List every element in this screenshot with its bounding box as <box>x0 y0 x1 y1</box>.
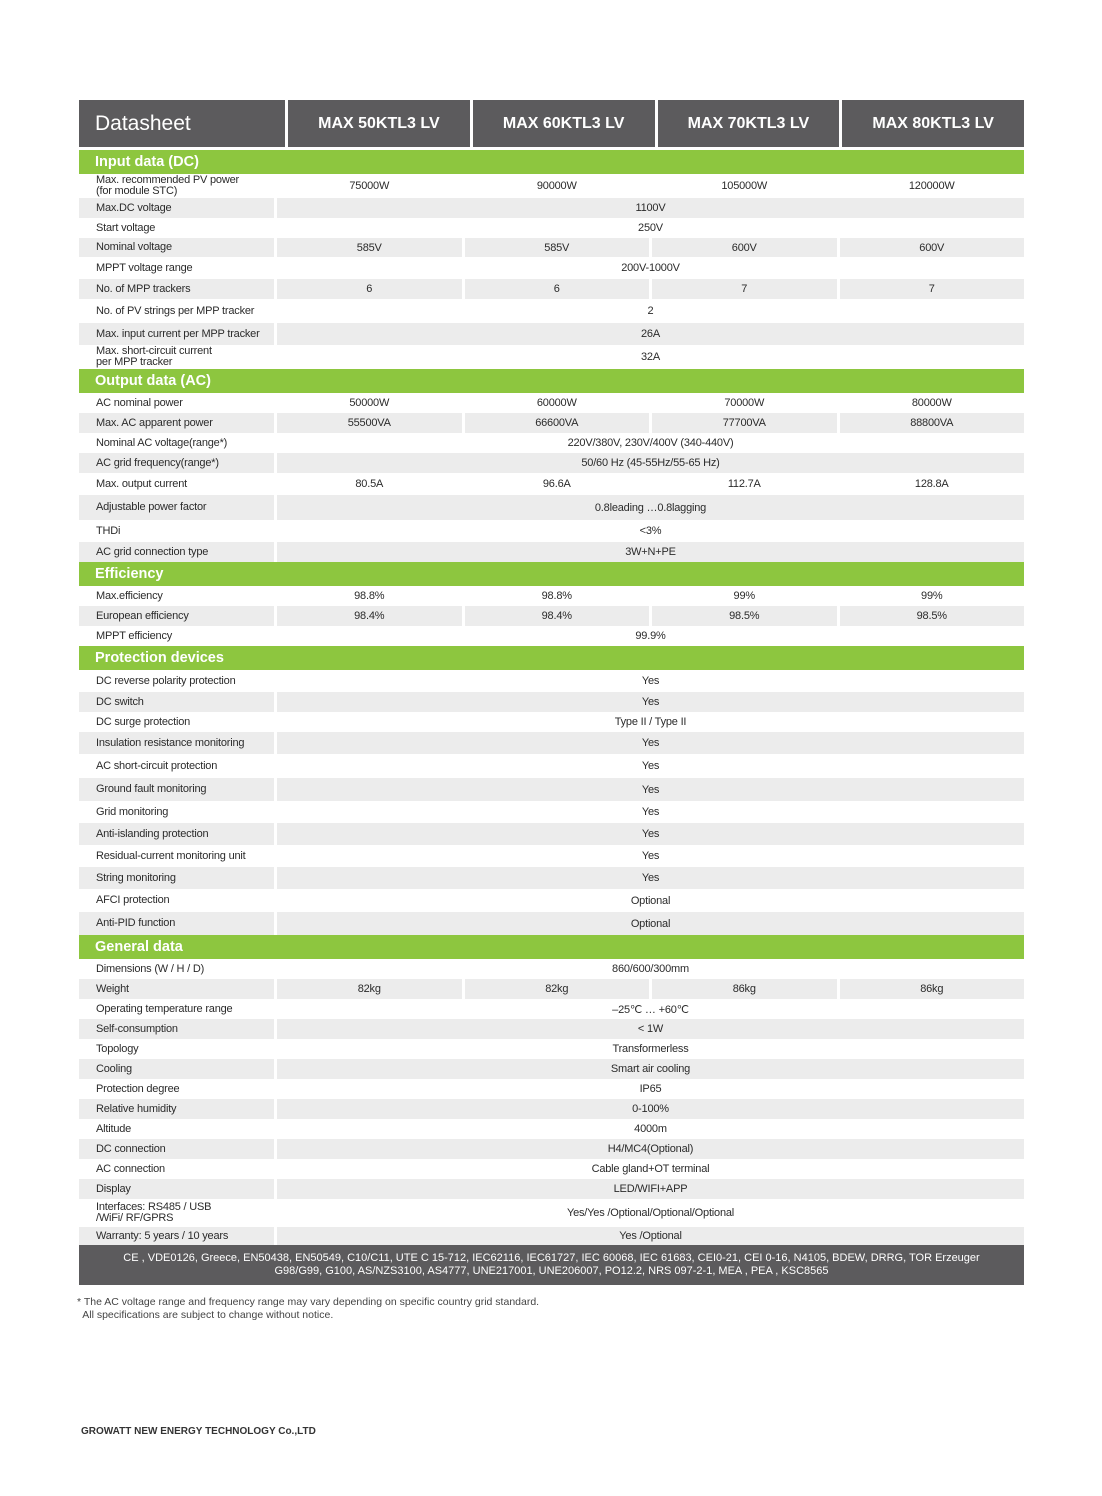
row-label: Cooling <box>79 1059 274 1079</box>
row-value: 99% <box>733 590 755 602</box>
table-row <box>79 495 1024 520</box>
table-header <box>79 100 1024 147</box>
row-value: 98.4% <box>465 606 650 626</box>
row-label: Max.DC voltage <box>79 198 274 218</box>
model-header-1: MAX 50KTL3 LV <box>288 100 470 147</box>
row-label: Max.efficiency <box>96 589 163 602</box>
row-value: 2 <box>647 305 654 317</box>
row-label: Anti-islanding protection <box>79 823 274 845</box>
table-row <box>79 520 1024 542</box>
row-value: Yes <box>277 867 1024 889</box>
table-row <box>79 586 1024 606</box>
table-row <box>79 692 1024 712</box>
footnote-line-1: * The AC voltage range and frequency range may vary depending on specific country grid standard. <box>77 1296 540 1308</box>
row-value: Cable gland+OT terminal <box>591 1163 710 1175</box>
row-value: 80.5A <box>355 478 384 490</box>
row-label: AC short-circuit protection <box>96 759 218 772</box>
row-value: 600V <box>840 238 1025 257</box>
row-value: 1100V <box>277 198 1024 218</box>
row-value: 86kg <box>652 979 837 999</box>
footnotes <box>77 1296 539 1322</box>
row-label: Protection degree <box>96 1082 180 1095</box>
row-label: Warranty: 5 years / 10 years <box>79 1227 274 1245</box>
row-value: –25℃ … +60℃ <box>612 1003 689 1016</box>
table-row <box>79 732 1024 754</box>
table-row <box>79 754 1024 778</box>
table-row <box>79 1039 1024 1059</box>
row-value: 600V <box>652 238 837 257</box>
row-label: No. of MPP trackers <box>79 279 274 299</box>
model-header-3: MAX 70KTL3 LV <box>658 100 840 147</box>
row-label: Insulation resistance monitoring <box>79 732 274 754</box>
table-row <box>79 778 1024 801</box>
table-row <box>79 712 1024 732</box>
row-value: Yes /Optional <box>277 1227 1024 1245</box>
table-row <box>79 1139 1024 1159</box>
row-value: 99% <box>921 590 943 602</box>
row-label: Dimensions (W / H / D) <box>96 962 205 975</box>
row-label: DC surge protection <box>96 715 191 728</box>
datasheet-title: Datasheet <box>79 100 285 147</box>
row-label: MPPT voltage range <box>96 261 193 274</box>
row-value: 128.8A <box>914 478 949 490</box>
row-label: Nominal AC voltage(range*) <box>96 436 228 449</box>
footnote-line-2: All specifications are subject to change without notice. <box>77 1309 334 1321</box>
row-value: Yes <box>641 806 660 818</box>
table-row <box>79 1019 1024 1039</box>
row-label: String monitoring <box>79 867 274 889</box>
row-value: 90000W <box>536 180 577 192</box>
table-row <box>79 1179 1024 1199</box>
row-value: IP65 <box>639 1083 662 1095</box>
row-value: Yes <box>641 850 660 862</box>
table-row <box>79 1119 1024 1139</box>
row-value: 98.8% <box>541 590 572 602</box>
row-value: 82kg <box>277 979 462 999</box>
row-label: Interfaces: RS485 / USB /WiFi/ RF/GPRS <box>96 1201 212 1224</box>
row-value: 50000W <box>349 397 390 409</box>
row-label: THDi <box>96 524 121 537</box>
row-value: Yes <box>277 692 1024 712</box>
table-row <box>79 413 1024 433</box>
row-label: Altitude <box>96 1122 132 1135</box>
row-value: 6 <box>465 279 650 299</box>
row-value: 585V <box>465 238 650 257</box>
row-value: 98.5% <box>652 606 837 626</box>
row-label: European efficiency <box>79 606 274 626</box>
table-body <box>79 150 1024 1245</box>
table-row <box>79 198 1024 218</box>
row-value: 98.5% <box>840 606 1025 626</box>
row-value: Yes <box>277 732 1024 754</box>
row-value: 585V <box>277 238 462 257</box>
table-row <box>79 433 1024 453</box>
table-row <box>79 606 1024 626</box>
certifications-bar <box>79 1245 1024 1285</box>
table-row <box>79 845 1024 867</box>
row-value: 6 <box>277 279 462 299</box>
table-row <box>79 238 1024 257</box>
table-row <box>79 1159 1024 1179</box>
table-row <box>79 542 1024 562</box>
row-label: Relative humidity <box>79 1099 274 1119</box>
row-value: 66600VA <box>465 413 650 433</box>
table-row <box>79 889 1024 912</box>
table-row <box>79 999 1024 1019</box>
row-value: 7 <box>840 279 1025 299</box>
section-header: Efficiency <box>79 562 1024 586</box>
row-label: MPPT efficiency <box>96 629 173 642</box>
row-value: 120000W <box>908 180 955 192</box>
row-value: Type II / Type II <box>614 716 687 728</box>
row-label: Max. input current per MPP tracker <box>79 323 274 345</box>
row-value: 55500VA <box>277 413 462 433</box>
section-header: General data <box>79 935 1024 959</box>
table-row <box>79 823 1024 845</box>
table-row <box>79 1079 1024 1099</box>
row-value: H4/MC4(Optional) <box>277 1139 1024 1159</box>
row-value: 26A <box>277 323 1024 345</box>
row-value: 4000m <box>634 1123 667 1135</box>
row-label: Display <box>79 1179 274 1199</box>
row-value: 98.4% <box>277 606 462 626</box>
certifications-line-2: G98/G99, G100, AS/NZS3100, AS4777, UNE217001, UNE206007, PO12.2, NRS 097-2-1, MEA , PEA , KSC8565 <box>274 1265 829 1277</box>
row-label: Max. output current <box>96 477 187 490</box>
table-row <box>79 670 1024 692</box>
section-header: Output data (AC) <box>79 369 1024 393</box>
row-value: 77700VA <box>652 413 837 433</box>
table-row <box>79 218 1024 238</box>
row-value: 112.7A <box>727 478 761 490</box>
row-value: 32A <box>641 351 660 363</box>
row-value: 96.6A <box>542 478 571 490</box>
row-value: 98.8% <box>354 590 385 602</box>
row-value: 82kg <box>465 979 650 999</box>
row-value: 3W+N+PE <box>277 542 1024 562</box>
row-label: Max. short-circuit current per MPP tracker <box>96 345 212 368</box>
company-name: GROWATT NEW ENERGY TECHNOLOGY Co.,LTD <box>81 1426 316 1437</box>
row-value: 105000W <box>721 180 768 192</box>
row-value: 0-100% <box>277 1099 1024 1119</box>
row-value: 50/60 Hz (45-55Hz/55-65 Hz) <box>277 453 1024 473</box>
row-label: Residual-current monitoring unit <box>96 849 246 862</box>
section-header: Protection devices <box>79 646 1024 670</box>
row-value: 99.9% <box>635 630 666 642</box>
row-label: AC grid frequency(range*) <box>79 453 274 473</box>
table-row <box>79 174 1024 198</box>
table-row <box>79 453 1024 473</box>
row-label: Anti-PID function <box>79 912 274 935</box>
row-value: Yes/Yes /Optional/Optional/Optional <box>566 1207 735 1219</box>
row-label: Self-consumption <box>79 1019 274 1039</box>
row-label: Operating temperature range <box>96 1002 233 1015</box>
row-value: 220V/380V, 230V/400V (340-440V) <box>567 437 734 449</box>
model-header-2: MAX 60KTL3 LV <box>473 100 655 147</box>
row-value: 80000W <box>911 397 952 409</box>
table-row <box>79 912 1024 935</box>
table-row <box>79 299 1024 323</box>
row-value: Transformerless <box>612 1043 689 1055</box>
row-label: Grid monitoring <box>96 805 169 818</box>
row-value: 86kg <box>840 979 1025 999</box>
row-value: Yes <box>641 675 660 687</box>
row-value: 60000W <box>536 397 577 409</box>
row-value: 860/600/300mm <box>612 963 689 975</box>
table-row <box>79 345 1024 369</box>
table-row <box>79 801 1024 823</box>
row-value: Yes <box>641 760 660 772</box>
table-row <box>79 1227 1024 1245</box>
certifications-line-1: CE , VDE0126, Greece, EN50438, EN50549, C10/C11, UTE C 15-712, IEC62116, IEC61727, IEC 60068, IEC 61683, CEI0-21, CEI 0-16, N4105, BDEW, DRRG, TOR Erzeuger <box>123 1252 980 1264</box>
row-label: AC grid connection type <box>79 542 274 562</box>
table-row <box>79 473 1024 495</box>
section-header: Input data (DC) <box>79 150 1024 174</box>
table-row <box>79 279 1024 299</box>
table-row <box>79 959 1024 979</box>
row-value: 7 <box>652 279 837 299</box>
row-label: Ground fault monitoring <box>79 778 274 801</box>
row-value: Optional <box>277 912 1024 935</box>
row-value: 0.8leading …0.8lagging <box>277 495 1024 520</box>
table-row <box>79 323 1024 345</box>
table-row <box>79 393 1024 413</box>
row-value: <3% <box>639 525 662 537</box>
row-value: 88800VA <box>840 413 1025 433</box>
row-label: Nominal voltage <box>79 238 274 257</box>
row-value: 75000W <box>349 180 390 192</box>
table-row <box>79 1059 1024 1079</box>
row-label: No. of PV strings per MPP tracker <box>96 304 255 317</box>
row-label: Start voltage <box>96 221 156 234</box>
row-label: DC switch <box>79 692 274 712</box>
model-header-4: MAX 80KTL3 LV <box>842 100 1024 147</box>
row-value: Smart air cooling <box>277 1059 1024 1079</box>
row-label: AC connection <box>96 1162 165 1175</box>
row-value: Yes <box>277 823 1024 845</box>
row-label: Weight <box>79 979 274 999</box>
row-label: Adjustable power factor <box>79 495 274 520</box>
row-label: DC connection <box>79 1139 274 1159</box>
table-row <box>79 1199 1024 1227</box>
row-value: Yes <box>277 778 1024 801</box>
table-row <box>79 867 1024 889</box>
row-value: < 1W <box>277 1019 1024 1039</box>
row-label: AFCI protection <box>96 894 170 906</box>
table-row <box>79 626 1024 646</box>
row-value: 250V <box>638 222 663 234</box>
table-row <box>79 1099 1024 1119</box>
row-value: LED/WIFI+APP <box>277 1179 1024 1199</box>
row-label: DC reverse polarity protection <box>96 674 236 687</box>
row-label: Topology <box>96 1042 139 1055</box>
row-value: Optional <box>630 894 671 907</box>
table-row <box>79 979 1024 999</box>
row-label: AC nominal power <box>96 396 183 409</box>
row-label: Max. AC apparent power <box>79 413 274 433</box>
datasheet-table <box>79 100 1024 1285</box>
table-row <box>79 257 1024 279</box>
row-label: Max. recommended PV power (for module STC) <box>96 174 239 197</box>
row-value: 70000W <box>724 397 765 409</box>
row-value: 200V-1000V <box>621 262 680 274</box>
